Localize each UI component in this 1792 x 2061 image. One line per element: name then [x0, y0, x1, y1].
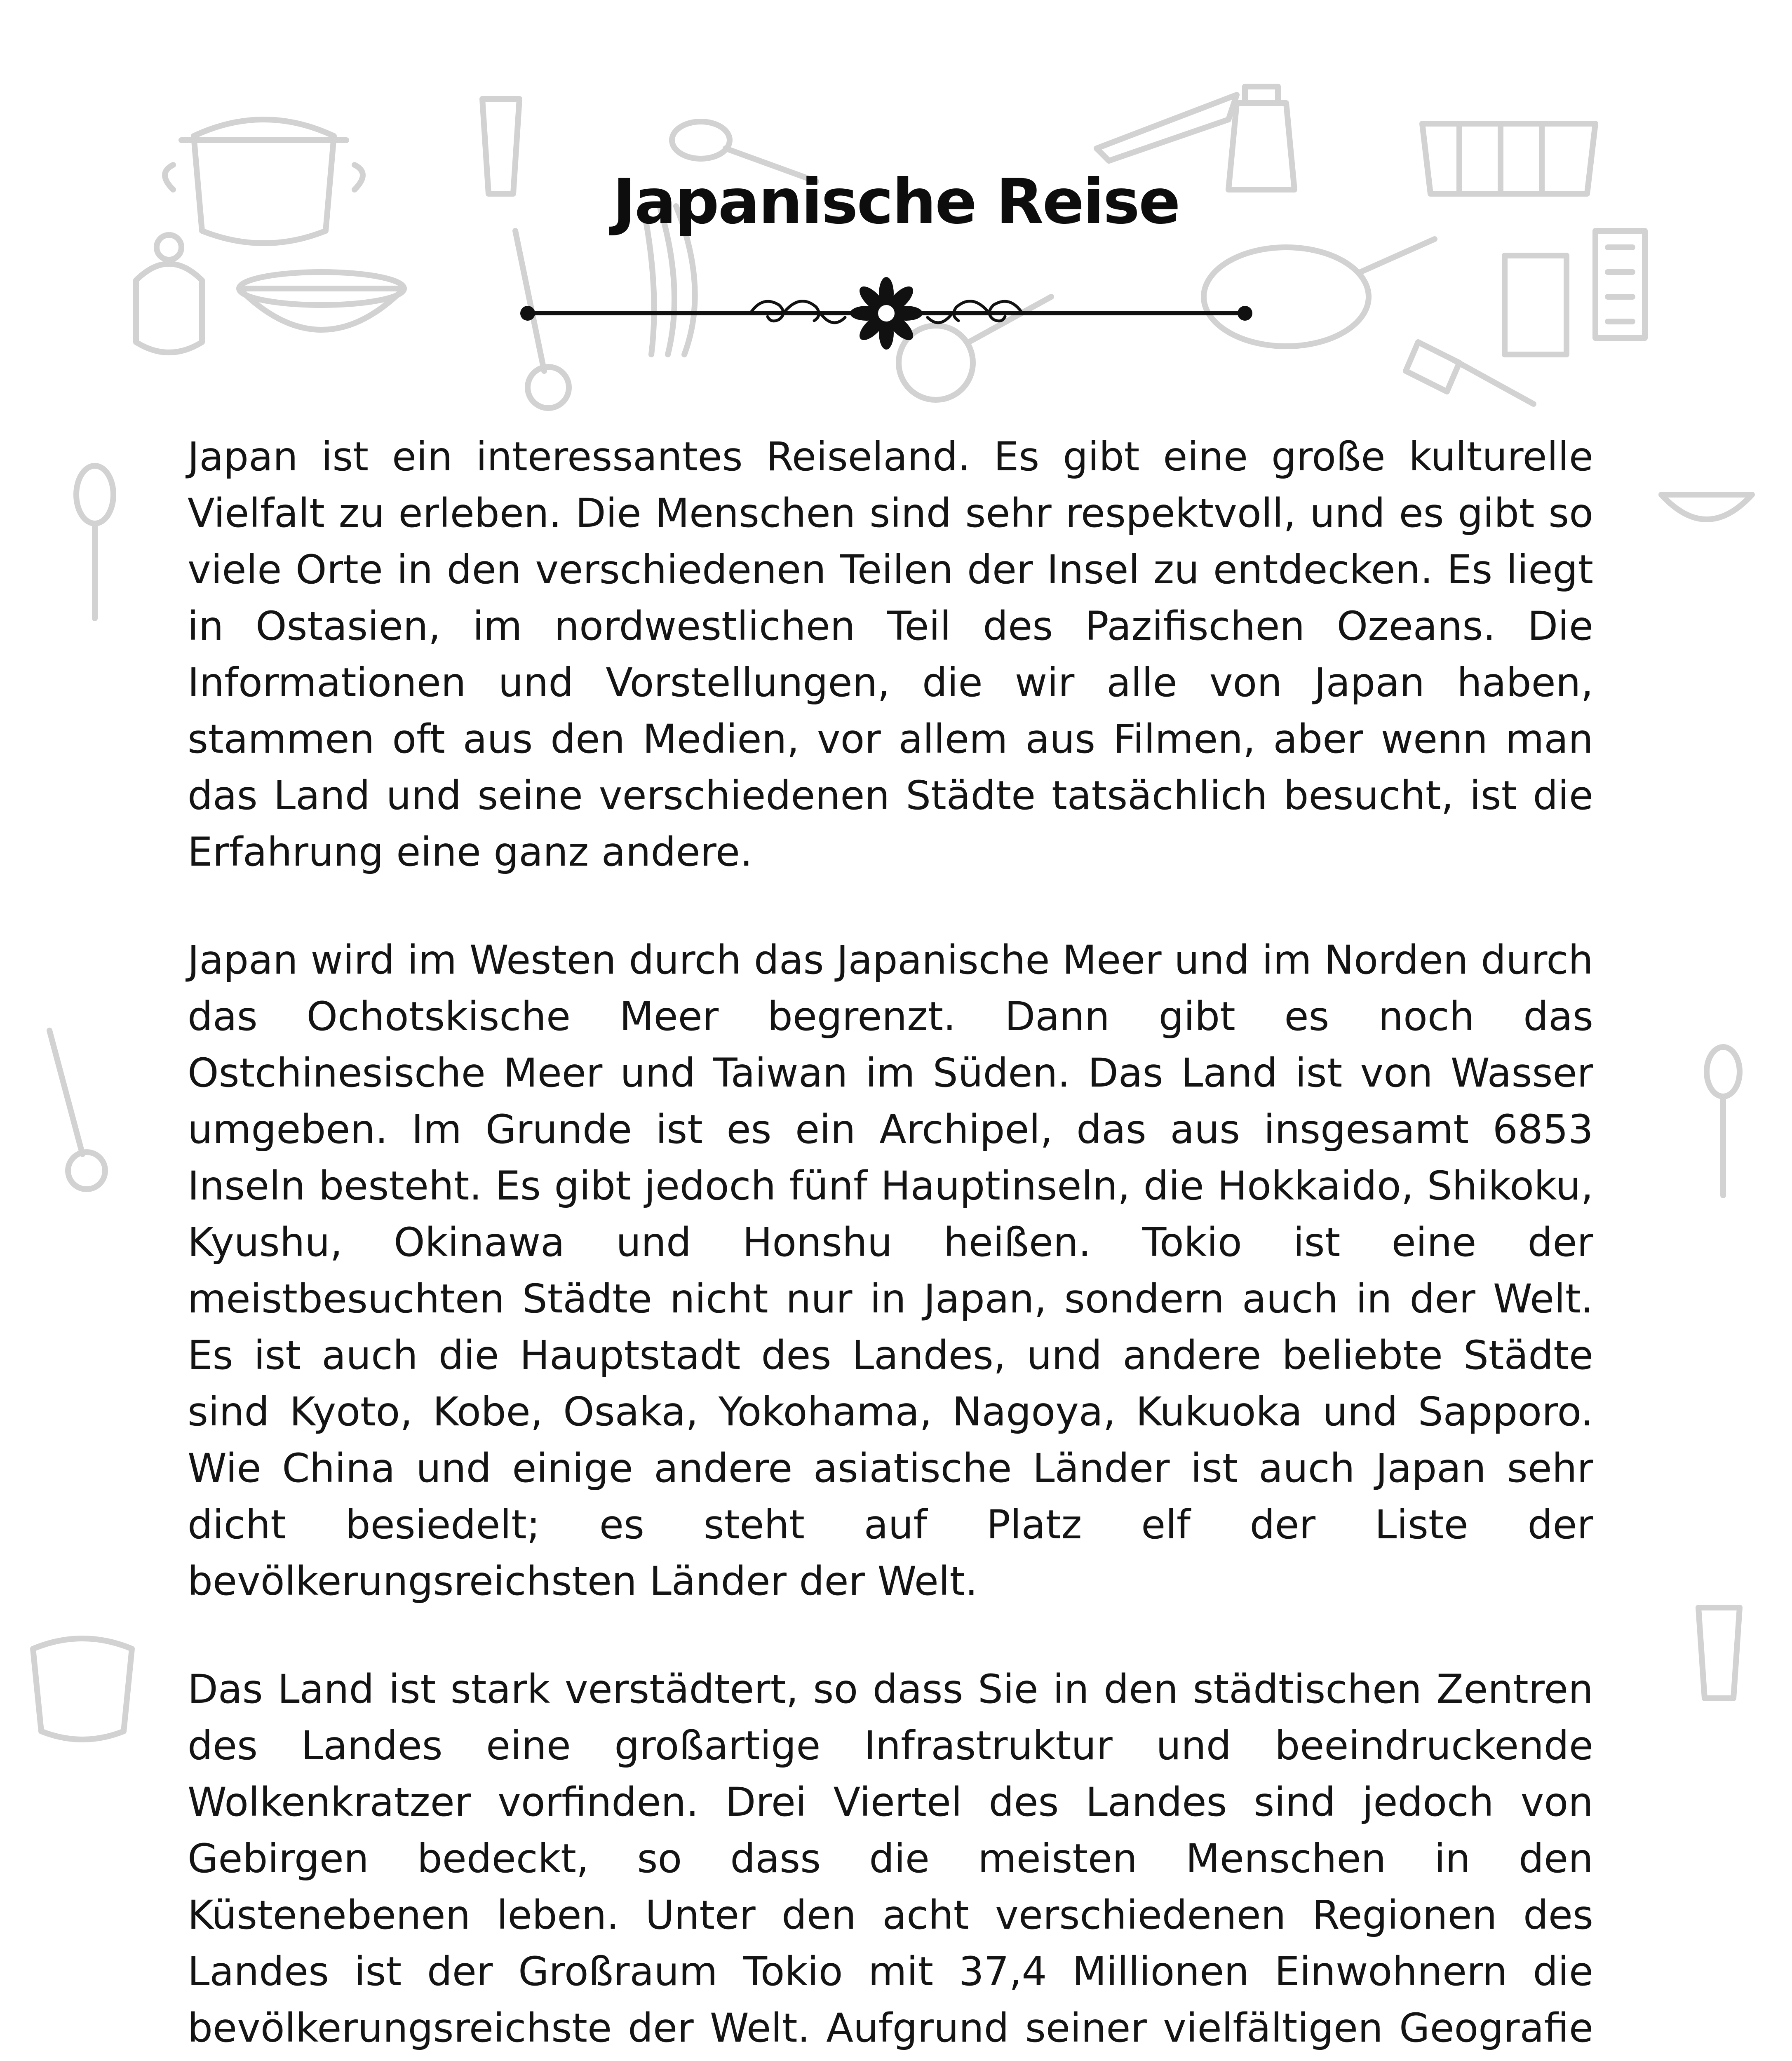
page-title: Japanische Reise: [613, 166, 1179, 238]
paragraph-1: Japan ist ein interessantes Reiseland. Es gibt eine große kulturelle Vielfalt zu erleben. Die Menschen sind sehr respektvoll, und es gibt so viele Orte in den verschiedenen Teilen der Insel zu entdecken. Es liegt in Ostasien, im nordwestlichen Teil des Pazifischen Ozeans. Die Informationen und Vorstellungen, die wir alle von Japan haben, stammen oft aus den Medien, vor allem aus Filmen, aber wenn man das Land und seine verschiedenen Städte tatsächlich besucht, ist die Erfahrung eine ganz andere.: [188, 434, 1593, 875]
ladle-icon: [49, 1030, 105, 1189]
flower-icon: [850, 277, 923, 350]
spoon-icon: [1707, 1047, 1740, 1195]
teapot-icon: [136, 235, 202, 352]
bowl-icon: [239, 272, 404, 330]
paragraph-2: Japan wird im Westen durch das Japanische Meer und im Norden durch das Ochotskische Meer begrenzt. Dann gibt es noch das Ostchinesische Meer und Taiwan im Süden. Das Land ist von Wasser umgeben. Im Grunde ist es ein Archipel, das aus insgesamt 6853 Inseln besteht. Es gibt jedoch fünf Hauptinseln, die Hokkaido, Shikoku, Kyushu, Okinawa und Honshu heißen. Tokio ist eine der meistbesuchten Städte nicht nur in Japan, sondern auch in der Welt. Es ist auch die Hauptstadt des Landes, und andere beliebte Städte sind Kyoto, Kobe, Osaka, Yokohama, Nagoya, Kukuoka und Sapporo. Wie China und einige andere asiatische Länder ist auch Japan sehr dicht besiedelt; es steht auf Platz elf der Liste der bevölkerungsreichsten Länder der Welt.: [188, 937, 1593, 1604]
glass-icon: [1698, 1608, 1740, 1698]
grater-icon: [1595, 231, 1645, 338]
wooden-spoon-icon: [76, 466, 113, 618]
flower-divider-ornament: [515, 272, 1257, 354]
pot-icon: [33, 1638, 132, 1739]
knife-icon: [1097, 95, 1237, 161]
bowl-icon: [1661, 495, 1752, 519]
document-body: [188, 429, 1593, 2061]
spatula-icon: [1406, 342, 1534, 404]
paragraph-3: Das Land ist stark verstädtert, so dass Sie in den städtischen Zentren des Landes eine großartige Infrastruktur und beeindruckende Wolkenkratzer vorfinden. Drei Viertel des Landes sind jedoch von Gebirgen bedeckt, so dass die meisten Menschen in den Küstenebenen leben. Unter den acht verschiedenen Regionen des Landes ist der Großraum Tokio mit 37,4 Millionen Einwohnern die bevölkerungsreichste der Welt. Aufgrund seiner vielfältigen Geografie: [188, 1666, 1593, 2051]
calculator-icon: [1505, 256, 1567, 354]
